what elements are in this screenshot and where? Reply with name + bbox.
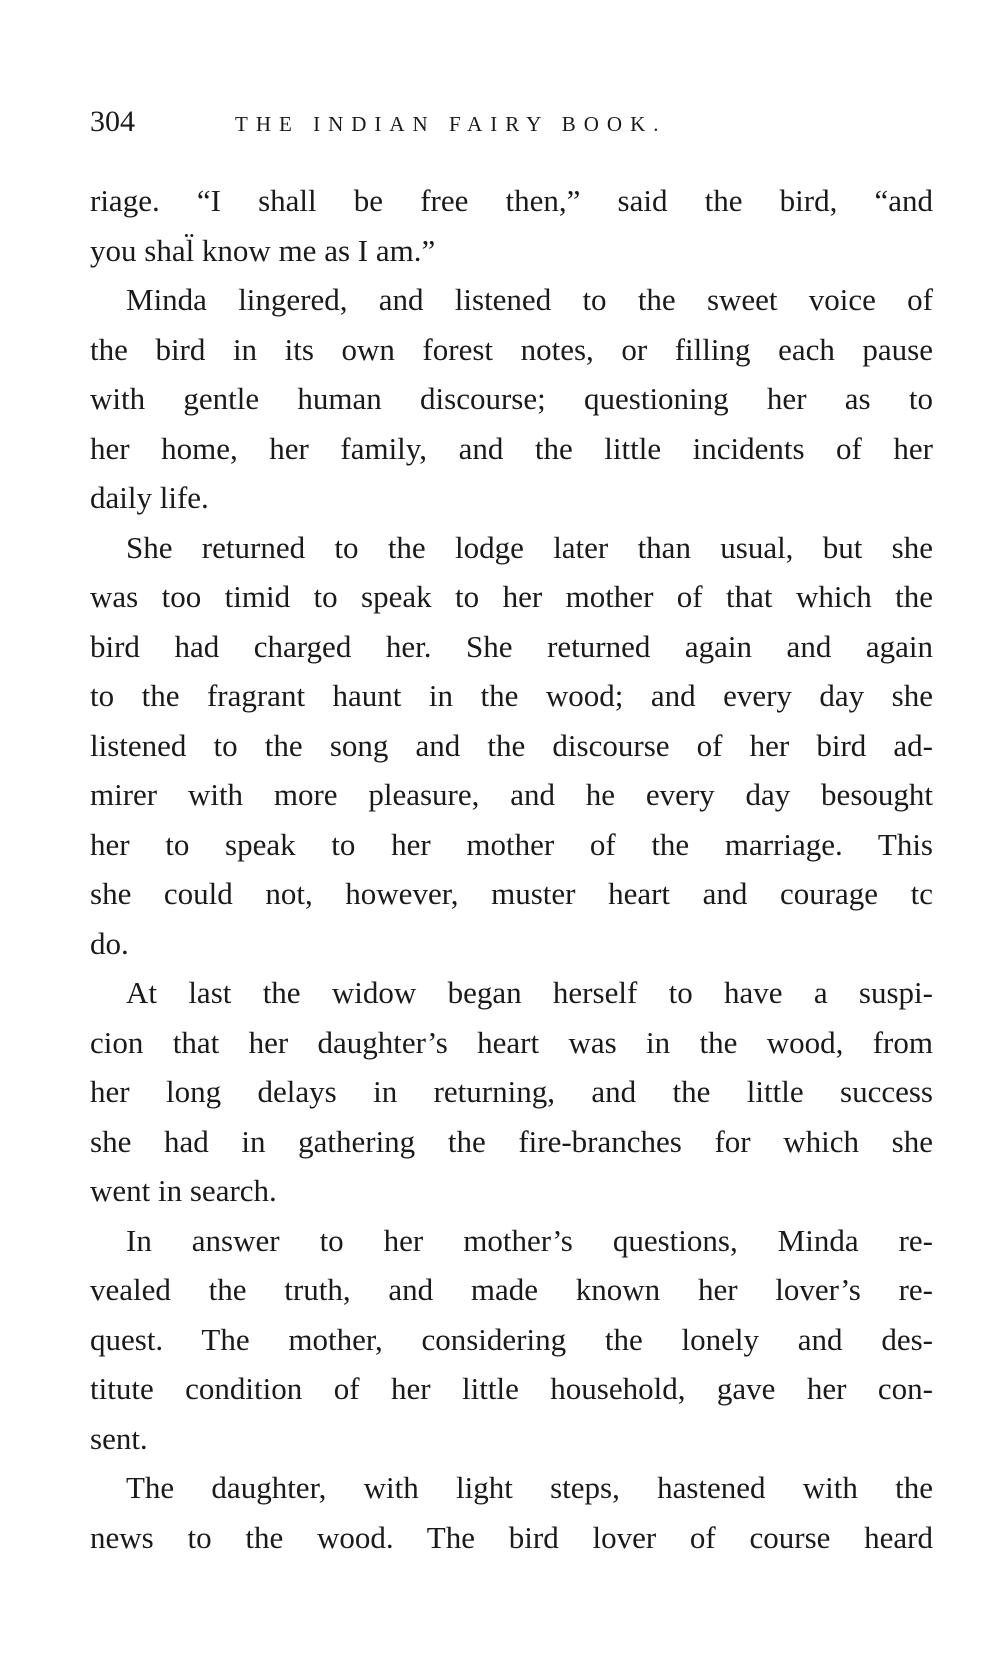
text-line: to the fragrant haunt in the wood; and every day she [90,678,933,713]
text-line: She returned to the lodge later than usual, but she [126,529,933,565]
text-line: sent. [90,1420,148,1456]
text-line: titute condition of her little household, gave her con- [90,1371,933,1406]
text-line: daily life. [90,480,209,515]
text-line: cion that her daughter’s heart was in the wood, from [90,1024,933,1060]
paragraph-2 [90,275,933,523]
text-line: quest. The mother, considering the lonely and des- [90,1321,933,1357]
text-line: her long delays in returning, and the little success [90,1074,933,1109]
text-line: news to the wood. The bird lover of course heard [90,1519,933,1555]
text-line: you shal̈ know me as I am.” [90,232,436,268]
running-title: THE INDIAN FAIRY BOOK. [235,112,667,136]
text-line: vealed the truth, and made known her lover’s re- [90,1272,933,1307]
text-line: listened to the song and the discourse of her bird ad- [90,727,933,763]
text-line: was too timid to speak to her mother of that which the [90,579,933,614]
text-line: she could not, however, muster heart and courage tc [90,876,933,911]
paragraph-3 [90,523,933,969]
text-line: her to speak to her mother of the marriage. This [90,826,933,862]
running-head [90,100,890,144]
page-number: 304 [90,105,135,138]
text-line: Minda lingered, and listened to the sweet voice of [126,282,933,317]
text-line: went in search. [90,1173,277,1208]
text-line: In answer to her mother’s questions, Minda re- [126,1222,933,1258]
text-line: The daughter, with light steps, hastened with the [126,1470,933,1505]
paragraph-1-continued [90,176,933,275]
text-line: riage. “I shall be free then,” said the bird, “and [90,183,933,218]
text-line: the bird in its own forest notes, or filling each pause [90,331,933,367]
text-line: her home, her family, and the little incidents of her [90,430,933,466]
text-line: she had in gathering the fire-branches for which she [90,1123,933,1159]
body-text [90,176,933,1562]
text-line: do. [90,925,129,961]
paragraph-6 [90,1463,933,1562]
paragraph-5 [90,1216,933,1464]
text-line: At last the widow began herself to have a suspi- [126,975,933,1010]
paragraph-4 [90,968,933,1216]
text-line: bird had charged her. She returned again and again [90,628,933,664]
text-line: with gentle human discourse; questioning her as to [90,381,933,416]
text-line: mirer with more pleasure, and he every day besought [90,777,933,812]
